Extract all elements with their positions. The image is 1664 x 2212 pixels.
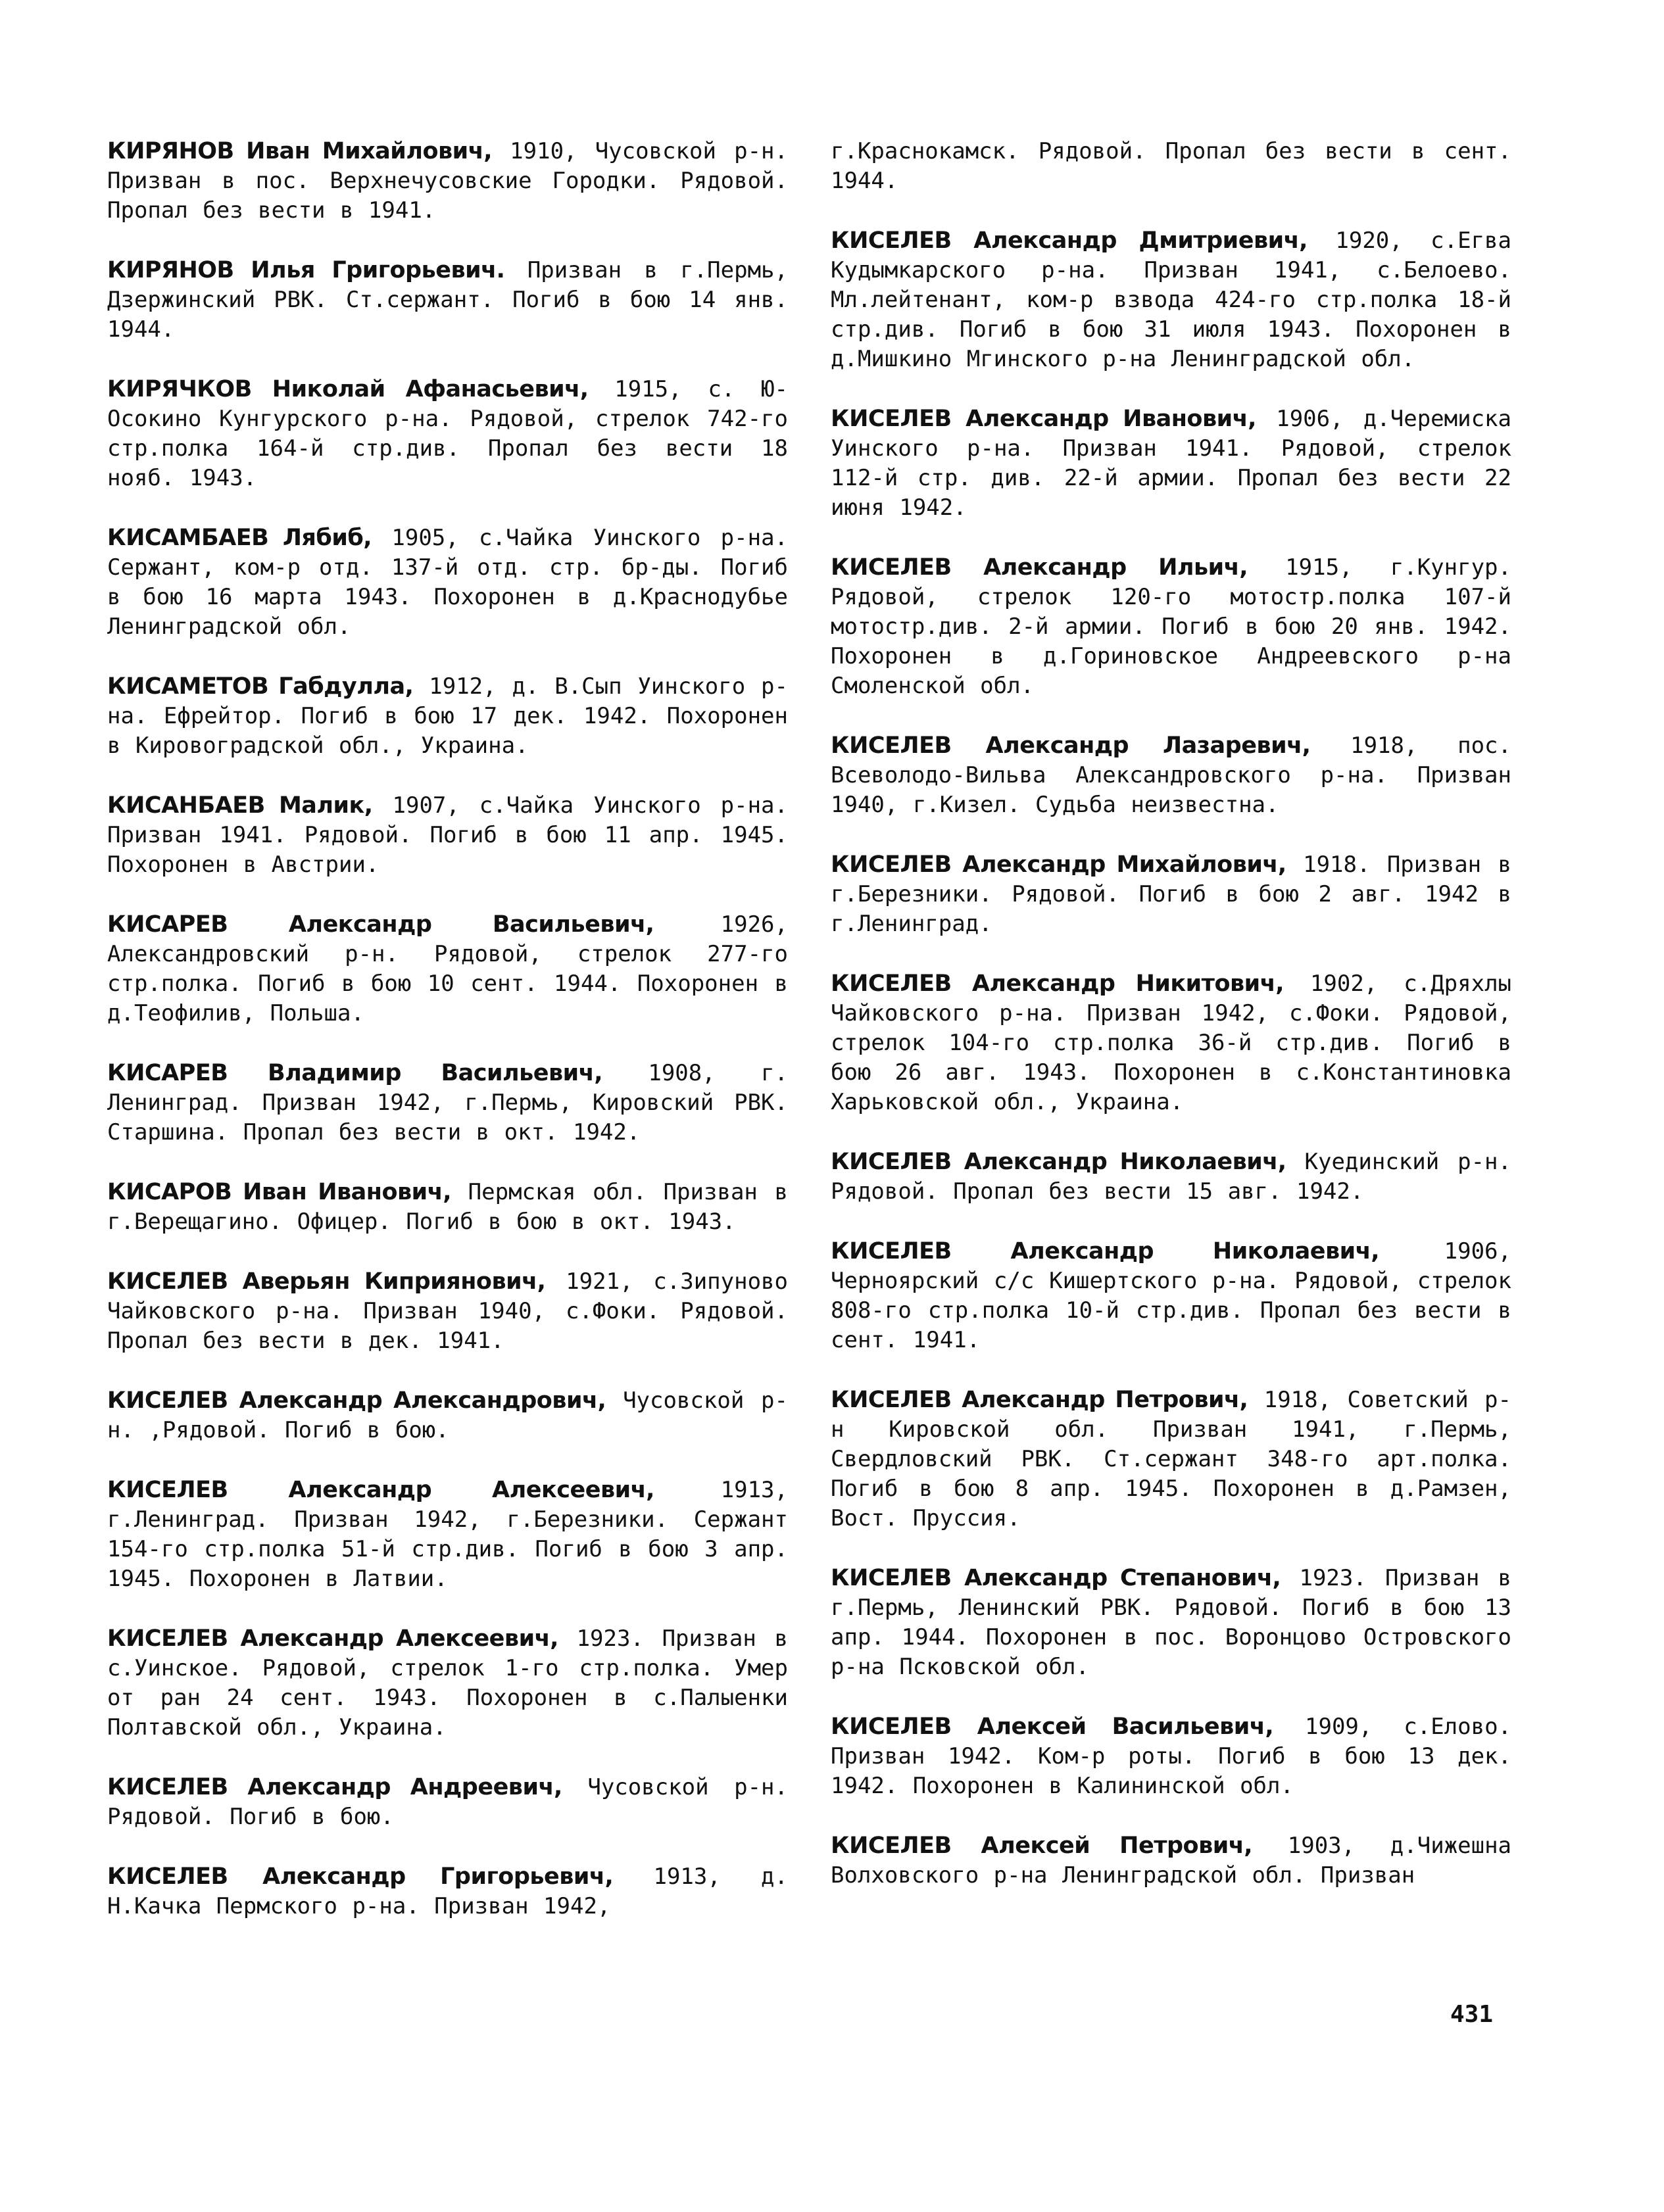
- entry-text: 1902, с.Дряхлы Чайковского р-на. Призван 1942, с.Фоки. Рядовой, стрелок 104-го стр.полка 36-й стр.див. Погиб в бою 26 авг. 1943. Похоронен в с.Константиновка Харьковской обл., Украина.: [831, 971, 1512, 1115]
- entry: [107, 137, 788, 226]
- entry: [831, 969, 1511, 1117]
- entry: [831, 731, 1511, 820]
- entry: [831, 850, 1511, 939]
- left-column: [107, 137, 788, 1952]
- entry-text: Чусовской р-н. Рядовой. Погиб в бою.: [107, 1774, 788, 1830]
- entry: [107, 672, 788, 761]
- entry: [831, 1831, 1511, 1890]
- entry: [107, 256, 788, 345]
- entry-text: 1908, г. Ленинград. Призван 1942, г.Пермь, Кировский РВК. Старшина. Пропал без вести в окт. 1942.: [107, 1060, 788, 1145]
- entry: [107, 1059, 788, 1147]
- entry-text: Призван в г.Пермь, Дзержинский РВК. Ст.сержант. Погиб в бою 14 янв. 1944.: [107, 257, 788, 343]
- entry-name: КИСЕЛЕВ Александр Ильич,: [831, 554, 1248, 581]
- page-number: 431: [1450, 2001, 1494, 2028]
- entry-name: КИСАМЕТОВ Габдулла,: [107, 673, 414, 700]
- entry-text: 1913, д. Н.Качка Пермского р-на. Призван 1942,: [107, 1863, 788, 1919]
- entry-name: КИСЕЛЕВ Александр Алексеевич,: [107, 1625, 558, 1652]
- entry-name: КИСЕЛЕВ Александр Алексеевич,: [107, 1477, 654, 1503]
- entry-name: КИСЕЛЕВ Александр Степанович,: [831, 1565, 1281, 1591]
- entry-name: КИСЕЛЕВ Александр Никитович,: [831, 971, 1284, 997]
- entry-text: 1918, Советский р-н Кировской обл. Призван 1941, г.Пермь, Свердловский РВК. Ст.сержант 348-го арт.полка. Погиб в бою 8 апр. 1945. Похоронен в д.Рамзен, Вост. Пруссия.: [831, 1387, 1511, 1531]
- entry-name: КИСЕЛЕВ Александр Андреевич,: [107, 1774, 562, 1800]
- entry-text: 1906, д.Черемиска Уинского р-на. Призван 1941. Рядовой, стрелок 112-й стр. див. 22-й армии. Пропал без вести 22 июня 1942.: [831, 406, 1511, 521]
- entry-text: Куединский р-н. Рядовой. Пропал без вести 15 авг. 1942.: [831, 1149, 1511, 1205]
- entry-name: КИРЯНОВ Илья Григорьевич.: [107, 257, 505, 283]
- entry: [107, 1862, 788, 1921]
- entry-name: КИРЯЧКОВ Николай Афанасьевич,: [107, 376, 589, 402]
- entry-name: КИСЕЛЕВ Александр Григорьевич,: [107, 1863, 614, 1890]
- entry-text: 1913, г.Ленинград. Призван 1942, г.Березники. Сержант 154-го стр.полка 51-й стр.див. Погиб в бою 3 апр. 1945. Похоронен в Латвии.: [107, 1477, 788, 1592]
- entry-name: КИСЕЛЕВ Александр Иванович,: [831, 406, 1256, 432]
- entry-text: 1918. Призван в г.Березники. Рядовой. Погиб в бою 2 авг. 1942 в г.Ленинград.: [831, 852, 1511, 937]
- entry-name: КИСЕЛЕВ Алексей Васильевич,: [831, 1714, 1274, 1740]
- entry: [831, 404, 1511, 523]
- entry: [831, 1385, 1511, 1533]
- entry-name: КИРЯНОВ Иван Михайлович,: [107, 138, 492, 164]
- entry: [831, 1237, 1511, 1355]
- entry-text: 1915, г.Кунгур. Рядовой, стрелок 120-го мотостр.полка 107-й мотостр.див. 2-й армии. Погиб в бою 20 янв. 1942. Похоронен в д.Гориновское Андреевского р-на Смоленской обл.: [831, 554, 1511, 699]
- entry: [107, 1773, 788, 1832]
- entry-text: 1923. Призван в с.Уинское. Рядовой, стрелок 1-го стр.полка. Умер от ран 24 сент. 1943. Похоронен в с.Палыенки Полтавской обл., Украина.: [107, 1625, 788, 1741]
- entry-text: 1912, д. В.Сып Уинского р-на. Ефрейтор. Погиб в бою 17 дек. 1942. Похоронен в Кировоградской обл., Украина.: [107, 673, 788, 759]
- entry-name: КИСЕЛЕВ Аверьян Киприянович,: [107, 1268, 546, 1295]
- entry-text: 1923. Призван в г.Пермь, Ленинский РВК. Рядовой. Погиб в бою 13 апр. 1944. Похоронен в пос. Воронцово Островского р-на Псковской обл.: [831, 1565, 1511, 1680]
- entry-text: г.Краснокамск. Рядовой. Пропал без вести в сент. 1944.: [831, 138, 1511, 194]
- entry-name: КИСАРЕВ Владимир Васильевич,: [107, 1060, 603, 1086]
- entry: [107, 1624, 788, 1743]
- entry-text: 1915, с. Ю-Осокино Кунгурского р-на. Рядовой, стрелок 742-го стр.полка 164-й стр.див. Пропал без вести 18 нояб. 1943.: [107, 376, 789, 491]
- entry-text: 1910, Чусовской р-н. Призван в пос. Верхнечусовские Городки. Рядовой. Пропал без вести в 1941.: [107, 138, 788, 224]
- entry-text: 1909, с.Елово. Призван 1942. Ком-р роты. Погиб в бою 13 дек. 1942. Похоронен в Калининской обл.: [831, 1714, 1512, 1799]
- entry-text: Пермская обл. Призван в г.Верещагино. Офицер. Погиб в бою в окт. 1943.: [107, 1179, 788, 1235]
- entry-text: 1921, с.Зипуново Чайковского р-на. Призван 1940, с.Фоки. Рядовой. Пропал без вести в дек. 1941.: [107, 1268, 788, 1354]
- entry: [831, 226, 1511, 374]
- entry-text: 1918, пос. Всеволодо-Вильва Александровского р-на. Призван 1940, г.Кизел. Судьба неизвестна.: [831, 733, 1511, 818]
- entry-text: 1905, с.Чайка Уинского р-на. Сержант, ком-р отд. 137-й отд. стр. бр-ды. Погиб в бою 16 марта 1943. Похоронен в д.Краснодубье Ленинградской обл.: [107, 525, 789, 640]
- entry: [107, 523, 788, 642]
- entry: [107, 375, 788, 493]
- entry-name: КИСЕЛЕВ Александр Дмитриевич,: [831, 228, 1308, 254]
- entry-name: КИСАМБАЕВ Лябиб,: [107, 525, 372, 551]
- entry-continuation: [831, 137, 1511, 196]
- entry-name: КИСЕЛЕВ Алексей Петрович,: [831, 1833, 1253, 1859]
- entry-name: КИСЕЛЕВ Александр Николаевич,: [831, 1149, 1286, 1175]
- entry-text: 1907, с.Чайка Уинского р-на. Призван 1941. Рядовой. Погиб в бою 11 апр. 1945. Похоронен в Австрии.: [107, 792, 788, 878]
- entry-name: КИСЕЛЕВ Александр Николаевич,: [831, 1238, 1380, 1264]
- entry: [831, 1564, 1511, 1682]
- entry-name: КИСАРЕВ Александр Васильевич,: [107, 911, 654, 938]
- entry: [831, 1712, 1511, 1801]
- entry: [107, 1178, 788, 1237]
- entry: [107, 791, 788, 880]
- entry: [831, 1147, 1511, 1207]
- entry-text: Чусовской р-н. ‚Рядовой. Погиб в бою.: [107, 1387, 788, 1443]
- entry-name: КИСЕЛЕВ Александр Михайлович,: [831, 852, 1286, 878]
- entry-name: КИСЕЛЕВ Александр Лазаревич,: [831, 733, 1311, 759]
- entry-name: КИСАНБАЕВ Малик,: [107, 792, 373, 819]
- entry: [831, 553, 1511, 701]
- entry: [107, 1386, 788, 1445]
- entry-text: 1906, Черноярский с/с Кишертского р-на. Рядовой, стрелок 808-го стр.полка 10-й стр.див. Пропал без вести в сент. 1941.: [831, 1238, 1511, 1353]
- entry: [107, 1267, 788, 1356]
- entry-text: 1903, д.Чижешна Волховского р-на Ленинградской обл. Призван: [831, 1833, 1512, 1888]
- entry-name: КИСЕЛЕВ Александр Петрович,: [831, 1387, 1248, 1413]
- entry-name: КИСЕЛЕВ Александр Александрович,: [107, 1387, 606, 1414]
- entry: [107, 910, 788, 1028]
- entry-text: 1926, Александровский р-н. Рядовой, стрелок 277-го стр.полка. Погиб в бою 10 сент. 1944. Похоронен в д.Теофилив, Польша.: [107, 911, 788, 1026]
- entry: [107, 1476, 788, 1594]
- entry-text: 1920, с.Егва Кудымкарского р-на. Призван 1941, с.Белоево. Мл.лейтенант, ком-р взвода 424-го стр.полка 18-й стр.див. Погиб в бою 31 июля 1943. Похоронен в д.Мишкино Мгинского р-на Ленинградской обл.: [831, 228, 1511, 372]
- right-column: [831, 137, 1511, 1921]
- entry-name: КИСАРОВ Иван Иванович,: [107, 1179, 452, 1205]
